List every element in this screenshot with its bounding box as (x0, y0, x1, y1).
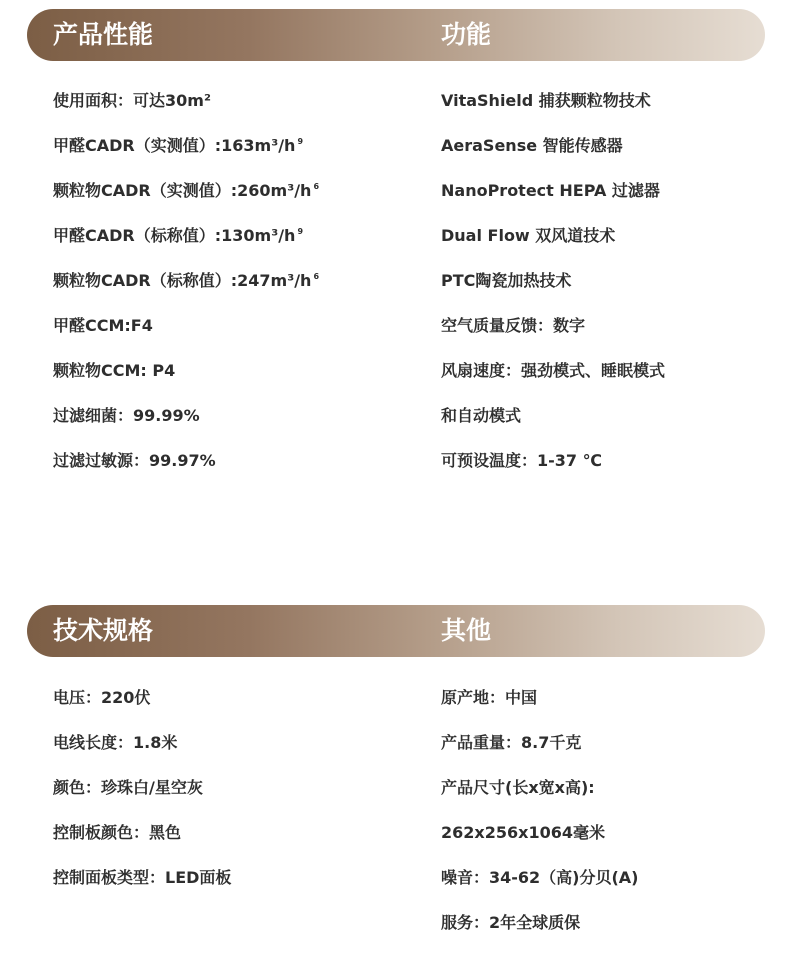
item-text: 电压：220伏 (53, 688, 151, 707)
list-item: 产品尺寸(长x宽x高): (441, 778, 595, 797)
footnote-marker: 6 (313, 182, 320, 191)
section-header-specs (27, 605, 765, 657)
list-item: 可预设温度：1-37 ℃ (441, 451, 602, 470)
item-text: 控制面板类型：LED面板 (53, 868, 232, 887)
list-item (53, 360, 423, 405)
specs-list (53, 687, 423, 912)
footnote-marker: 9 (297, 137, 304, 146)
list-item: 产品重量：8.7千克 (441, 733, 582, 752)
footnote-marker: 6 (313, 272, 320, 281)
section-header-performance (27, 9, 765, 61)
item-text: 颗粒物CADR（标称值）:247m³/h (53, 271, 312, 290)
list-item (53, 90, 423, 135)
list-item (53, 180, 423, 225)
features-list (441, 90, 781, 495)
list-item: 262x256x1064毫米 (441, 823, 605, 842)
list-item (53, 135, 423, 180)
item-text: 颗粒物CCM: P4 (53, 361, 176, 380)
list-item (53, 225, 423, 270)
section-title-features: 功能 (441, 20, 492, 49)
item-text: 颗粒物CADR（实测值）:260m³/h (53, 181, 312, 200)
list-item (53, 270, 423, 315)
item-text: 控制板颜色：黑色 (53, 823, 182, 842)
list-item: 和自动模式 (441, 406, 522, 425)
item-text: 甲醛CADR（实测值）:163m³/h (53, 136, 296, 155)
footnote-marker: 9 (297, 227, 304, 236)
item-text: 颜色：珍珠白/星空灰 (53, 778, 203, 797)
list-item (53, 867, 423, 912)
performance-list (53, 90, 423, 495)
item-text: 使用面积：可达30m² (53, 91, 211, 110)
list-item: 服务：2年全球质保 (441, 913, 581, 932)
list-item: 噪音：34-62（高)分贝(A) (441, 868, 639, 887)
section-title-other: 其他 (441, 616, 492, 645)
item-text: 过滤过敏源：99.97% (53, 451, 216, 470)
item-text: 过滤细菌：99.99% (53, 406, 200, 425)
list-item: 空气质量反馈：数字 (441, 316, 586, 335)
list-item: PTC陶瓷加热技术 (441, 271, 572, 290)
list-item: 风扇速度：强劲模式、睡眠模式 (441, 361, 666, 380)
list-item: NanoProtect HEPA 过滤器 (441, 181, 660, 200)
list-item: 原产地：中国 (441, 688, 538, 707)
list-item: VitaShield 捕获颗粒物技术 (441, 91, 651, 110)
section-title-performance: 产品性能 (53, 20, 154, 49)
list-item (53, 405, 423, 450)
list-item (53, 732, 423, 777)
section-title-specs: 技术规格 (53, 616, 154, 645)
item-text: 甲醛CCM:F4 (53, 316, 153, 335)
other-list (441, 687, 781, 957)
item-text: 甲醛CADR（标称值）:130m³/h (53, 226, 296, 245)
list-item (53, 315, 423, 360)
list-item (53, 687, 423, 732)
list-item: Dual Flow 双风道技术 (441, 226, 616, 245)
item-text: 电线长度：1.8米 (53, 733, 178, 752)
list-item: AeraSense 智能传感器 (441, 136, 623, 155)
list-item (53, 822, 423, 867)
list-item (53, 777, 423, 822)
list-item (53, 450, 423, 495)
